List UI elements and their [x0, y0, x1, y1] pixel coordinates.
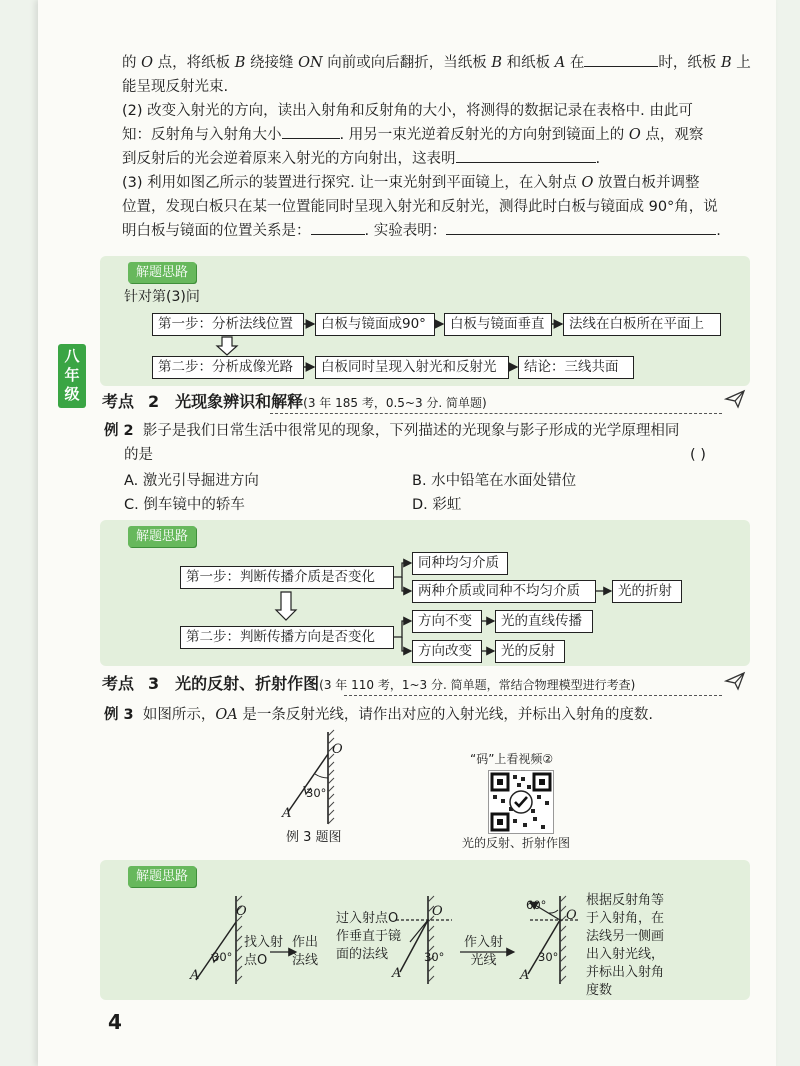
- text: 点O: [244, 953, 268, 968]
- grade-tab-char: 年: [64, 366, 80, 384]
- paragraph2-line1: (2) 改变入射光的方向，读出入射角和反射角的大小，将测得的数据记录在表格中. 由此可: [122, 103, 693, 119]
- option-b[interactable]: B. 水中铅笔在水面处错位: [412, 473, 577, 489]
- text: A: [554, 55, 566, 71]
- flow-step1-a: 白板与镜面成90°: [315, 313, 435, 336]
- text: 作垂直于镜: [336, 929, 402, 944]
- qr-pattern: [489, 771, 553, 833]
- text: O: [581, 175, 594, 191]
- text: 和纸板: [502, 55, 555, 71]
- text: O: [141, 55, 153, 71]
- flow-step1-b: 白板与镜面垂直: [444, 313, 552, 336]
- example-head: 例 3: [104, 707, 134, 723]
- text: O: [628, 127, 641, 143]
- flow-step2: 第二步：分析成像光路: [152, 356, 304, 379]
- text: 知：反射角与入射角大小: [122, 127, 282, 143]
- paper-plane-icon: [724, 670, 746, 692]
- text: 的: [122, 55, 142, 71]
- text: 是一条反射光线，请作出对应的入射光线，并标出入射角的度数.: [237, 707, 653, 723]
- text: 上: [731, 55, 751, 71]
- flow2-refraction: 光的折射: [612, 580, 682, 603]
- text: 向前或向后翻折，当纸板: [322, 55, 492, 71]
- text: . 实验表明：: [364, 223, 447, 239]
- fig-point-a: A: [282, 806, 292, 821]
- diag2-angle: 30°: [424, 950, 445, 964]
- kp-head: 考点: [102, 674, 135, 693]
- answer-paren[interactable]: ( ): [690, 447, 706, 463]
- diag2-point-o: O: [432, 904, 443, 919]
- text: B: [234, 55, 246, 71]
- solution-label: 解题思路: [128, 866, 196, 887]
- text: 出入射光线，: [586, 947, 665, 962]
- text: B: [491, 55, 503, 71]
- text: (3) 利用如图乙所示的装置进行探究. 让一束光射到平面镜上，在入射点: [122, 175, 582, 191]
- text: 点，观察: [640, 127, 704, 143]
- flow2-unchanged: 方向不变: [412, 610, 482, 633]
- flow-step1: 第一步：分析法线位置: [152, 313, 304, 336]
- kp-note: (3 年 185 考，0.5~3 分. 简单题): [303, 396, 487, 410]
- flow2-reflection: 光的反射: [495, 640, 565, 663]
- example2-line2: 的是: [124, 447, 153, 463]
- diag3-angle60: 60°: [526, 898, 547, 912]
- text: .: [716, 223, 721, 239]
- kp-note: (3 年 110 考，1~3 分. 简单题，常结合物理模型进行考查): [319, 678, 636, 692]
- fig-point-o: O: [332, 742, 343, 757]
- diag1-angle: 30°: [212, 950, 233, 964]
- flow2-same: 同种均匀介质: [412, 552, 508, 575]
- flow2-changed: 方向改变: [412, 640, 482, 663]
- kp3-dash: [344, 695, 722, 696]
- kp-num: 3: [148, 674, 160, 693]
- page-number: 4: [108, 1010, 122, 1034]
- flow-step2-a: 白板同时呈现入射光和反射光: [315, 356, 509, 379]
- kp-head: 考点: [102, 392, 135, 411]
- flow2-step1: 第一步：判断传播介质是否变化: [180, 566, 394, 589]
- text: 法线: [292, 953, 319, 968]
- paragraph3-line2: 位置，发现白板只在某一位置能同时呈现入射光和反射光，测得此时白板与镜面成 90°角，说: [122, 199, 718, 215]
- text: 在: [565, 55, 585, 71]
- example-head: 例 2: [104, 423, 134, 439]
- grade-tab-char: 级: [64, 385, 80, 403]
- text: OA: [215, 707, 238, 723]
- grade-tab-char: 八: [64, 347, 80, 365]
- flow2-step2: 第二步：判断传播方向是否变化: [180, 626, 394, 649]
- diag3-note: [586, 892, 664, 1000]
- text: 作入射: [464, 935, 504, 950]
- qr-caption-top: “码”上看视频②: [470, 752, 554, 766]
- option-c[interactable]: C. 倒车镜中的轿车: [124, 497, 245, 513]
- fig-caption: 例 3 题图: [286, 830, 342, 845]
- diag2-point-a: A: [392, 966, 402, 981]
- text: 过入射点O: [336, 911, 399, 926]
- flow-step2-b: 结论：三线共面: [518, 356, 634, 379]
- text: 放置白板并调整: [593, 175, 700, 191]
- text: 面的法线: [336, 947, 389, 962]
- diag3-point-a: A: [520, 968, 530, 983]
- text: . 用另一束光逆着反射光的方向射到镜面上的: [339, 127, 629, 143]
- text: 明白板与镜面的位置关系是：: [122, 223, 311, 239]
- qr-code[interactable]: [488, 770, 554, 834]
- diag2-step-label: [336, 910, 401, 964]
- flow2-diff: 两种介质或同种不均匀介质: [412, 580, 596, 603]
- arrow1-label: [292, 934, 318, 970]
- option-d[interactable]: D. 彩虹: [412, 497, 462, 513]
- flow2-straight: 光的直线传播: [495, 610, 593, 633]
- diag1-point-a: A: [190, 968, 200, 983]
- text: 影子是我们日常生活中很常见的现象，下列描述的光现象与影子形成的光学原理相同: [142, 423, 680, 439]
- text: 作出: [292, 935, 319, 950]
- text: 于入射角，在: [586, 911, 665, 926]
- text: 绕接缝: [245, 55, 299, 71]
- solution-label: 解题思路: [128, 262, 196, 283]
- text: 法线另一侧画: [586, 929, 665, 944]
- text: 找入射: [244, 935, 284, 950]
- text: B: [720, 55, 732, 71]
- text: ON: [298, 55, 323, 71]
- option-a[interactable]: A. 激光引导掘进方向: [124, 473, 259, 489]
- arrow2-label: [464, 934, 503, 970]
- kp-title: 光的反射、折射作图: [175, 674, 320, 693]
- diag1-step-label: [244, 934, 283, 970]
- solution-label: 解题思路: [128, 526, 196, 547]
- qr-caption-bottom: 光的反射、折射作图: [462, 836, 571, 850]
- text: .: [595, 151, 601, 167]
- fig-angle: 30°: [306, 786, 327, 800]
- diag1-point-o: O: [236, 904, 247, 919]
- text: 到反射后的光会逆着原来入射光的方向射出，这表明: [122, 151, 456, 167]
- text: 如图所示，: [142, 707, 216, 723]
- text: 根据反射角等: [586, 893, 665, 908]
- text: 时，纸板: [658, 55, 721, 71]
- diag3-point-o: O: [566, 908, 577, 923]
- flow-step1-c: 法线在白板所在平面上: [563, 313, 721, 336]
- paragraph1-line2: 能呈现反射光束.: [122, 79, 229, 95]
- text: 并标出入射角: [586, 965, 665, 980]
- diag3-angle30: 30°: [538, 950, 559, 964]
- kp-title: 光现象辨识和解释: [175, 392, 304, 411]
- solution-intro: 针对第(3)问: [124, 289, 200, 305]
- text: 度数: [586, 983, 613, 998]
- kp3-heading: [102, 672, 635, 697]
- kp-num: 2: [148, 392, 160, 411]
- example3-text: [104, 704, 653, 726]
- text: 点，将纸板: [153, 55, 235, 71]
- text: 光线: [470, 953, 497, 968]
